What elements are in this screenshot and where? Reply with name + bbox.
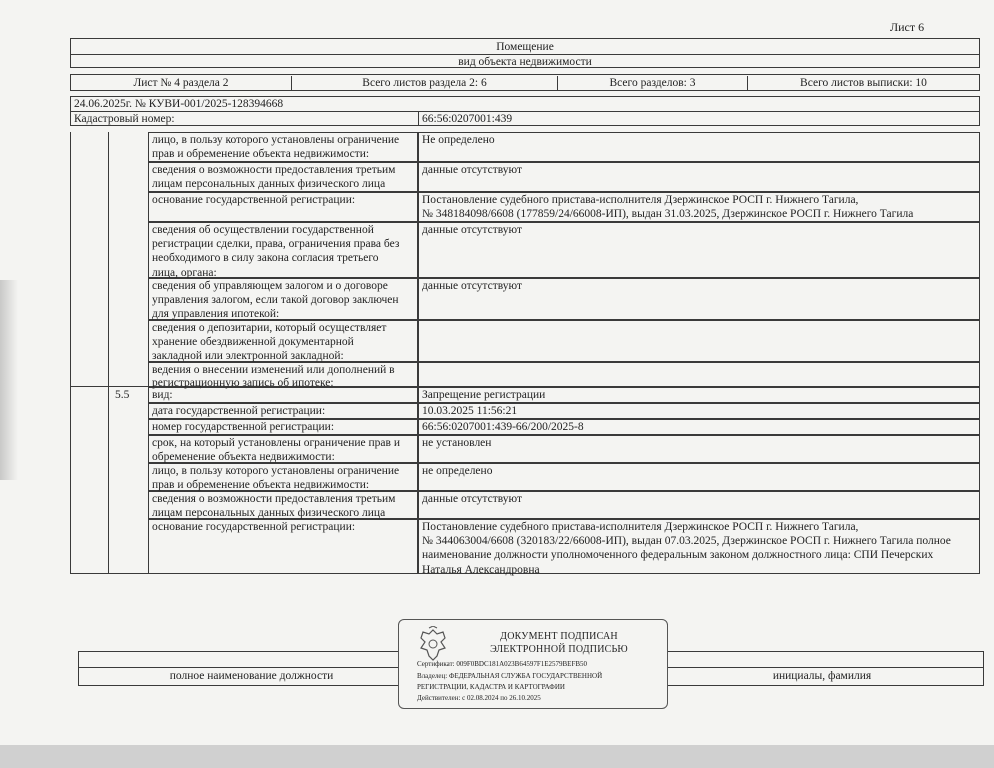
table-row-label: лицо, в пользу которого установлены ограничение прав и обременение объекта недвижимости:	[148, 463, 418, 491]
scan-edge-shadow	[0, 280, 18, 480]
table-row-value: Постановление судебного пристава-исполнителя Дзержинское РОСП г. Нижнего Тагила, № 348184098/6608 (177859/24/66008-ИП), выдан 31.03.2025, Дзержинское РОСП г. Нижнего Тагила	[418, 192, 980, 222]
object-kind-label: вид объекта недвижимости	[458, 56, 592, 68]
table-row-value: Постановление судебного пристава-исполнителя Дзержинское РОСП г. Нижнего Тагила, № 344063004/6608 (320183/22/66008-ИП), выдан 07.03.2025, Дзержинское РОСП г. Нижнего Тагила полное наименование должности уполномоченного федеральным законом должностного лица: СПИ Печерских Наталья Александровна	[418, 519, 980, 574]
cadastral-label: Кадастровый номер:	[71, 112, 419, 126]
object-type: Помещение	[496, 41, 554, 53]
table-row-label: сведения о депозитарии, который осуществляет хранение обездвиженной документарной закладной или электронной закладной:	[148, 320, 418, 362]
table-row-label: сведения об осуществлении государственной регистрации сделки, права, ограничения права без необходимого в силу закона согласия третьего лица, органа:	[148, 222, 418, 278]
signature-owner-1: Владелец: ФЕДЕРАЛЬНАЯ СЛУЖБА ГОСУДАРСТВЕННОЙ	[417, 672, 603, 680]
table-row-value: данные отсутствуют	[418, 278, 980, 320]
table-row-label: основание государственной регистрации:	[148, 192, 418, 222]
position-box	[78, 651, 425, 686]
table-row-label: ведения о внесении изменений или дополнений в регистрационную запись об ипотеке:	[148, 362, 418, 387]
table-row-label: дата государственной регистрации:	[148, 403, 418, 419]
table-row-label: сведения о возможности предоставления третьим лицам персональных данных физического лица	[148, 491, 418, 519]
table-row-value: данные отсутствуют	[418, 222, 980, 278]
table-row-value: не определено	[418, 463, 980, 491]
object-type-box	[70, 38, 980, 68]
table-row-value	[418, 320, 980, 362]
sheet-info-1: Лист № 4 раздела 2	[71, 76, 292, 91]
signature-validity: Действителен: с 02.08.2024 по 26.10.2025	[417, 694, 541, 702]
date-number: 24.06.2025г. № КУВИ-001/2025-128394668	[74, 98, 284, 110]
sheet-info-4: Всего листов выписки: 10	[800, 77, 927, 89]
table-row-value: данные отсутствуют	[418, 491, 980, 519]
table-row-label: сведения о возможности предоставления третьим лицам персональных данных физического лица	[148, 162, 418, 192]
sheet-info-row	[70, 74, 980, 91]
table-row-label: сведения об управляющем залогом и о договоре управления залогом, если такой договор заключен для управления ипотекой:	[148, 278, 418, 320]
cadastral-value: 66:56:0207001:439	[422, 113, 513, 125]
table-row-value: Запрещение регистрации	[418, 387, 980, 403]
signature-title: ДОКУМЕНТ ПОДПИСАН ЭЛЕКТРОННОЙ ПОДПИСЬЮ	[490, 631, 628, 655]
table-row-label: вид:	[148, 387, 418, 403]
table-row-value: Не определено	[418, 132, 980, 162]
table-row-value: не установлен	[418, 435, 980, 463]
table-row-value	[418, 362, 980, 387]
table-row-label: лицо, в пользу которого установлены ограничение прав и обременение объекта недвижимости:	[148, 132, 418, 162]
registration-header	[70, 96, 980, 126]
section-number: 5.5	[115, 389, 130, 401]
table-row-value: данные отсутствуют	[418, 162, 980, 192]
coat-of-arms-icon	[415, 626, 451, 664]
table-row-label: срок, на который установлены ограничение прав и обременение объекта недвижимости:	[148, 435, 418, 463]
signature-certificate: Сертификат: 009F0BDC181A023B64597F1E2579BEFB50	[417, 660, 588, 668]
signature-owner-2: РЕГИСТРАЦИИ, КАДАСТРА И КАРТОГРАФИИ	[417, 683, 565, 691]
sheet-number: Лист 6	[890, 20, 925, 34]
name-box	[660, 651, 984, 686]
electronic-signature-stamp	[398, 619, 668, 709]
sheet-info-2: Всего листов раздела 2: 6	[292, 76, 558, 91]
table-row-value: 66:56:0207001:439-66/200/2025-8	[418, 419, 980, 435]
table-row-value: 10.03.2025 11:56:21	[418, 403, 980, 419]
sheet-info-3: Всего разделов: 3	[558, 76, 748, 91]
position-label: полное наименование должности	[169, 670, 334, 682]
table-row-label: основание государственной регистрации:	[148, 519, 418, 574]
table-row-label: номер государственной регистрации:	[148, 419, 418, 435]
name-label: инициалы, фамилия	[772, 670, 872, 682]
scan-bottom-margin	[0, 745, 994, 768]
